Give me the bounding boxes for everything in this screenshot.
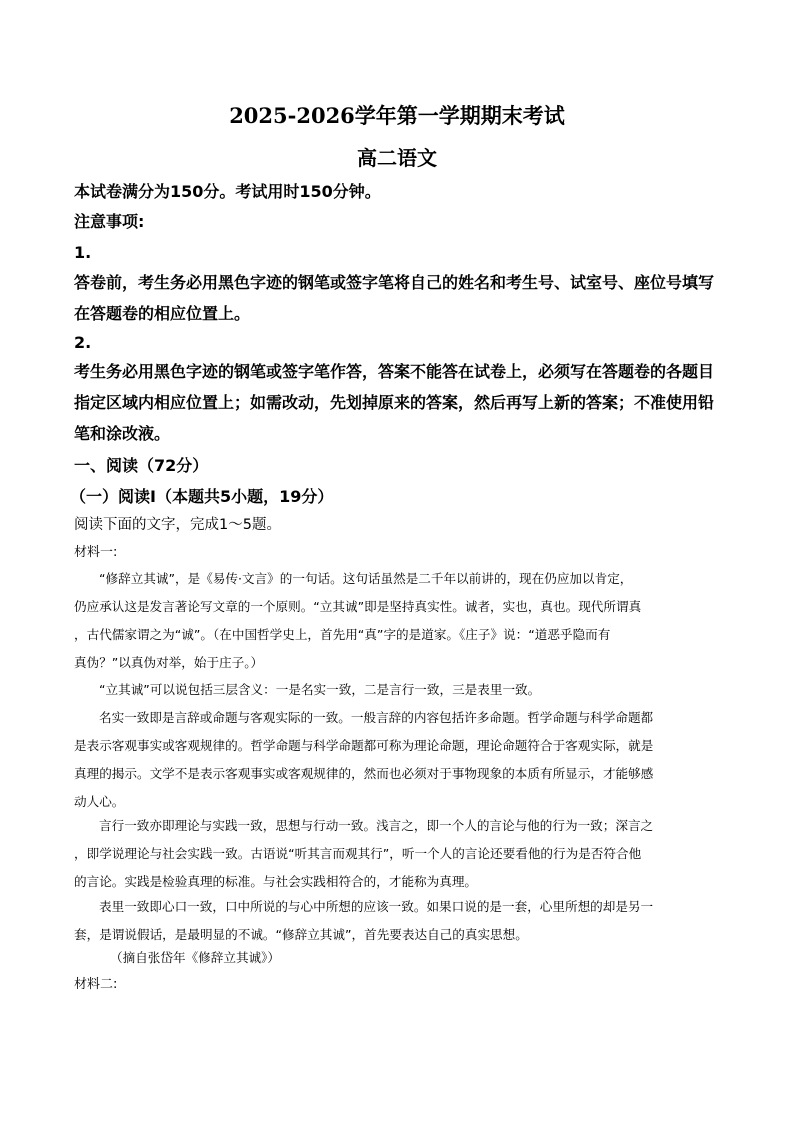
text-line: 动人心。 <box>74 794 125 809</box>
text-line: “修辞立其诚”，是《易传·文言》的一句话。这句话虽然是二千年以前讲的，现在仍应加以肯定， <box>99 571 633 586</box>
sub-section-heading: （一）阅读Ⅰ（本题共5小题，19分） <box>70 487 334 506</box>
material-1-citation: （摘自张岱年《修辞立其诚》） <box>110 950 281 965</box>
notice-item-1-number: 1. <box>74 243 92 262</box>
notice-item-2-line-1: 考生务必用黑色字迹的钢笔或签字笔作答，答案不能答在试卷上，必须写在答题卷的各题目 <box>74 362 715 381</box>
notice-item-1-line-1: 答卷前，考生务必用黑色字迹的钢笔或签字笔将自己的姓名和考生号、试室号、座位号填写 <box>74 273 715 292</box>
score-time-note: 本试卷满分为150分。考试用时150分钟。 <box>74 182 381 201</box>
notice-heading: 注意事项: <box>74 212 145 231</box>
material-1-paragraph-5 <box>74 893 722 949</box>
notice-item-1-line-2: 在答题卷的相应位置上。 <box>74 304 251 323</box>
section-heading: 一、阅读（72分） <box>74 456 209 475</box>
material-2-label: 材料二: <box>74 977 118 992</box>
text-line: 是表示客观事实或客观规律的。哲学命题与科学命题都可称为理论命题，理论命题符合于客观实际，就是 <box>74 738 654 753</box>
material-1-paragraph-4 <box>74 812 722 896</box>
material-1-paragraph-3 <box>74 704 722 816</box>
text-line: 套，是谓说假话，是最明显的不诚。“修辞立其诚”，首先要表达自己的真实思想。 <box>74 927 528 942</box>
text-line: ，即学说理论与社会实践一致。古语说“听其言而观其行”，听一个人的言论还要看他的行为是否符合他 <box>74 846 642 861</box>
text-line: “立其诚”可以说包括三层含义：一是名实一致，二是言行一致，三是表里一致。 <box>99 682 541 697</box>
text-line: ，古代儒家谓之为“诚”。（在中国哲学史上，首先用“真”字的是道家。《庄子》说：“道恶乎隐而有 <box>74 627 611 642</box>
text-line: 言行一致亦即理论与实践一致，思想与行动一致。浅言之，即一个人的言论与他的行为一致；深言之 <box>99 818 654 833</box>
reading-instruction: 阅读下面的文字，完成1～5题。 <box>74 517 281 533</box>
text-line: 表里一致即心口一致，口中所说的与心中所想的应该一致。如果口说的是一套，心里所想的却是另一 <box>99 899 654 914</box>
material-1-paragraph-1 <box>74 565 722 677</box>
text-line: 真伪？”以真伪对举，始于庄子。） <box>74 655 264 670</box>
text-line: 的言论。实践是检验真理的标准。与社会实践相符合的，才能称为真理。 <box>74 874 477 889</box>
notice-item-2-line-3: 笔和涂改液。 <box>74 424 171 443</box>
text-line: 仍应承认这是发言著论写文章的一个原则。“立其诚”即是坚持真实性。诚者，实也，真也。现代所谓真 <box>74 599 642 614</box>
exam-subtitle: 高二语文 <box>357 146 437 170</box>
notice-item-2-number: 2. <box>74 333 92 352</box>
text-line: 真理的揭示。文学不是表示客观事实或客观规律的，然而也必须对于事物现象的本质有所显示，才能够感 <box>74 766 654 781</box>
material-1-label: 材料一: <box>74 545 118 560</box>
material-1-paragraph-2 <box>74 676 722 704</box>
text-line: 名实一致即是言辞或命题与客观实际的一致。一般言辞的内容包括许多命题。哲学命题与科学命题都 <box>99 710 654 725</box>
exam-title: 2025-2026学年第一学期期末考试 <box>229 103 565 128</box>
notice-item-2-line-2: 指定区域内相应位置上；如需改动，先划掉原来的答案，然后再写上新的答案；不准使用铅 <box>74 393 715 412</box>
